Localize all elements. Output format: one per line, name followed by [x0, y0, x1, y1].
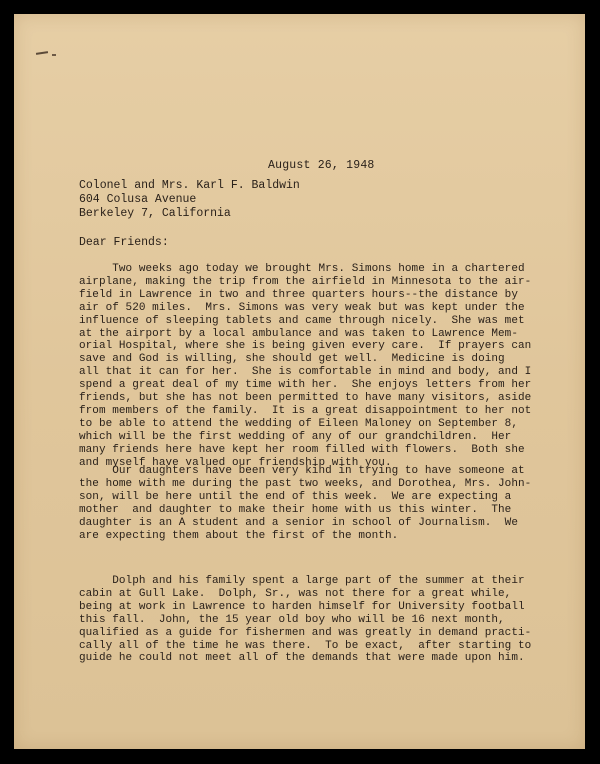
- text-line: airplane, making the trip from the airfield in Minnesota to the air-: [79, 275, 532, 288]
- text-line: spend a great deal of my time with her. She enjoys letters from her: [79, 379, 532, 392]
- text-line: field in Lawrence in two and three quarters hours--the distance by: [79, 288, 518, 301]
- text-line: the home with me during the past two weeks, and Dorothea, Mrs. John-: [79, 477, 532, 490]
- letter-page: [14, 14, 585, 749]
- text-line: qualified as a guide for fishermen and was greatly in demand practi-: [79, 626, 532, 639]
- text-line: daughter is an A student and a senior in school of Journalism. We: [79, 516, 518, 529]
- letter-date: August 26, 1948: [268, 159, 375, 172]
- text-line: being at work in Lawrence to harden himself for University football: [79, 600, 525, 613]
- text-line: Our daughters have been very kind in trying to have someone at: [79, 465, 525, 477]
- text-line: at the airport by a local ambulance and was taken to Lawrence Mem-: [79, 327, 518, 340]
- text-line: are expecting them about the first of the month.: [79, 529, 399, 542]
- text-line: son, will be here until the end of this week. We are expecting a: [79, 490, 512, 503]
- text-line: influence of sleeping tablets and came through nicely. She was met: [79, 314, 525, 327]
- body-paragraph-2: [79, 465, 549, 542]
- text-line: friends, but she has not been permitted to have many visitors, aside: [79, 392, 532, 405]
- address-line: Colonel and Mrs. Karl F. Baldwin: [79, 179, 300, 192]
- text-line: and myself have valued our friendship with you.: [79, 456, 392, 469]
- text-line: cabin at Gull Lake. Dolph, Sr., was not there for a great while,: [79, 587, 512, 600]
- text-line: Two weeks ago today we brought Mrs. Simons home in a chartered: [79, 263, 525, 275]
- body-paragraph-3: [79, 575, 549, 665]
- text-line: orial Hospital, where she is being given every care. If prayers can: [79, 340, 532, 353]
- text-line: all that it can for her. She is comfortable in mind and body, and I: [79, 366, 532, 379]
- text-line: from members of the family. It is a great disappointment to her not: [79, 404, 532, 417]
- text-line: many friends here have kept her room filled with flowers. Both she: [79, 443, 525, 456]
- text-line: guide he could not meet all of the demands that were made upon him.: [79, 652, 525, 665]
- address-line: Berkeley 7, California: [79, 207, 231, 220]
- ink-mark: [52, 54, 56, 56]
- text-line: save and God is willing, she should get well. Medicine is doing: [79, 353, 505, 366]
- text-line: Dolph and his family spent a large part of the summer at their: [79, 575, 525, 587]
- recipient-address: [79, 179, 300, 221]
- text-line: this fall. John, the 15 year old boy who will be 16 next month,: [79, 613, 505, 626]
- ink-mark: [36, 51, 48, 55]
- text-line: air of 520 miles. Mrs. Simons was very weak but was kept under the: [79, 301, 525, 314]
- text-line: to be able to attend the wedding of Eileen Maloney on September 8,: [79, 417, 518, 430]
- text-line: which will be the first wedding of any of our grandchildren. Her: [79, 430, 512, 443]
- text-line: cally all of the time he was there. To be exact, after starting to: [79, 639, 532, 652]
- text-line: mother and daughter to make their home with us this winter. The: [79, 503, 512, 516]
- address-line: 604 Colusa Avenue: [79, 193, 197, 206]
- salutation: Dear Friends:: [79, 236, 169, 249]
- body-paragraph-1: [79, 263, 549, 470]
